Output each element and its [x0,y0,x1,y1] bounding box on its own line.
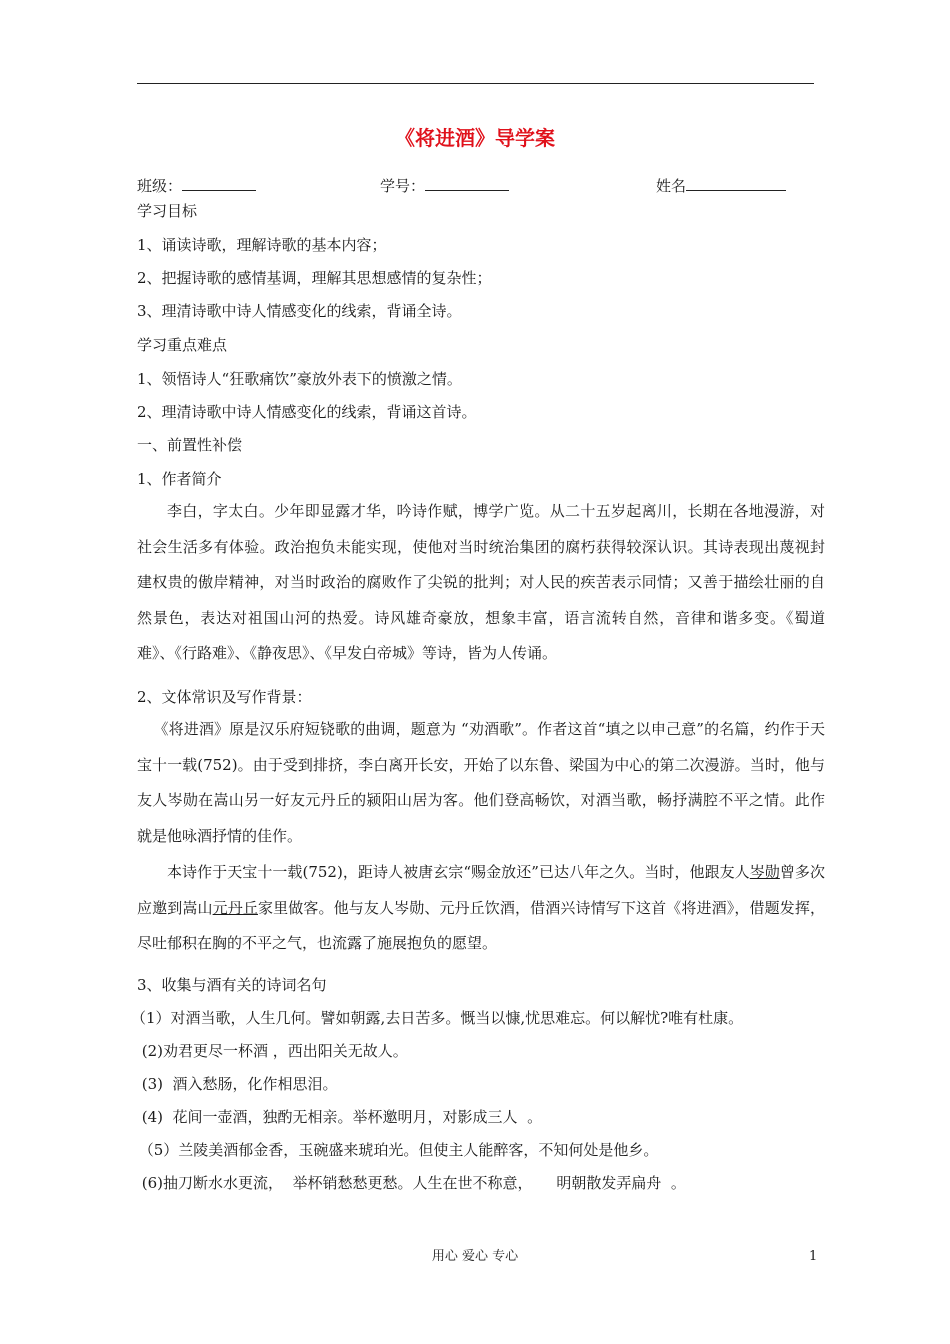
author-heading: 1、作者简介 [137,470,222,488]
underlined-name: 岑勋 [749,863,780,881]
underlined-name: 元丹丘 [212,898,258,917]
paragraph-text: 本诗作于天宝十一载(752)，距诗人被唐玄宗“赐金放还”已达八年之久。当时，他跟友人 [167,863,750,881]
number-field [380,175,509,197]
class-field [137,175,256,197]
quote-item: （1）对酒当歌，人生几何。譬如朝露,去日苦多。慨当以慷,忧思难忘。何以解忧?唯有杜康。 [131,1009,744,1027]
background-heading: 2、文体常识及写作背景： [137,688,312,706]
header-rule [137,83,814,84]
number-label: 学号： [380,177,426,195]
objective-item: 2、把握诗歌的感情基调，理解其思想感情的复杂性； [137,269,492,287]
key-point-item: 1、领悟诗人“狂歌痛饮”豪放外表下的愤激之情。 [137,370,462,388]
key-points-heading: 学习重点难点 [137,336,228,354]
page-number: 1 [809,1249,818,1264]
class-label: 班级： [137,177,183,195]
name-blank [686,175,786,191]
quote-item: (3) 酒入愁肠，化作相思泪。 [137,1075,338,1093]
section-heading: 一、前置性补偿 [137,436,243,454]
number-blank [425,175,509,191]
objective-item: 3、理清诗歌中诗人情感变化的线索，背诵全诗。 [137,302,462,320]
paragraph-text: 家里做客。他与友人岑勋、元丹丘饮酒，借酒兴诗情写下这首《将进酒》，借题发挥，尽吐郁积在胸的不平之气，也流露了施展抱负的愿望。 [137,898,825,952]
quote-item: (6)抽刀断水水更流， 举杯销愁愁更愁。人生在世不称意， 明朝散发弄扁舟 。 [137,1174,686,1192]
background-paragraph-2 [137,855,825,962]
quote-item: (4) 花间一壶酒，独酌无相亲。举杯邀明月，对影成三人 。 [137,1108,543,1126]
quote-item: (2)劝君更尽一杯酒 ，西出阳关无故人。 [137,1042,408,1060]
quotes-heading: 3、收集与酒有关的诗词名句 [137,976,327,994]
name-label: 姓名 [656,177,687,195]
paragraph-text: 曾多次应邀到嵩山 [137,863,825,917]
class-blank [182,175,256,191]
quote-item: （5）兰陵美酒郁金香，玉碗盛来琥珀光。但使主人能醉客，不知何处是他乡。 [134,1141,659,1159]
author-paragraph: 李白，字太白。少年即显露才华，吟诗作赋，博学广览。从二十五岁起离川，长期在各地漫游，对社会生活多有体验。政治抱负未能实现，使他对当时统治集团的腐朽获得较深认识。其诗表现出蔑视封建权贵的傲岸精神，对当时政治的腐败作了尖锐的批判；对人民的疾苦表示同情；又善于描绘壮丽的自然景色，表达对祖国山河的热爱。诗风雄奇豪放，想象丰富，语言流转自然，音律和谐多变。《蜀道难》、《行路难》、《静夜思》、《早发白帝城》等诗，皆为人传诵。 [137,502,825,662]
objective-item: 1、诵读诗歌，理解诗歌的基本内容； [137,236,387,254]
key-point-item: 2、理清诗歌中诗人情感变化的线索，背诵这首诗。 [137,403,477,421]
background-paragraph: 《将进酒》原是汉乐府短铙歌的曲调，题意为 “劝酒歌”。作者这首“填之以申己意”的名篇，约作于天宝十一载(752)。由于受到排挤，李白离开长安，开始了以东鲁、梁国为中心的第二次漫游。当时，他与友人岑勋在嵩山另一好友元丹丘的颍阳山居为客。他们登高畅饮，对酒当歌，畅抒满腔不平之情。此作就是他咏酒抒情的佳作。 [137,720,825,845]
page-title: 《将进酒》导学案 [395,126,555,150]
name-field [656,175,786,197]
objectives-heading: 学习目标 [137,202,198,220]
page-footer: 用心 爱心 专心 [431,1249,519,1264]
